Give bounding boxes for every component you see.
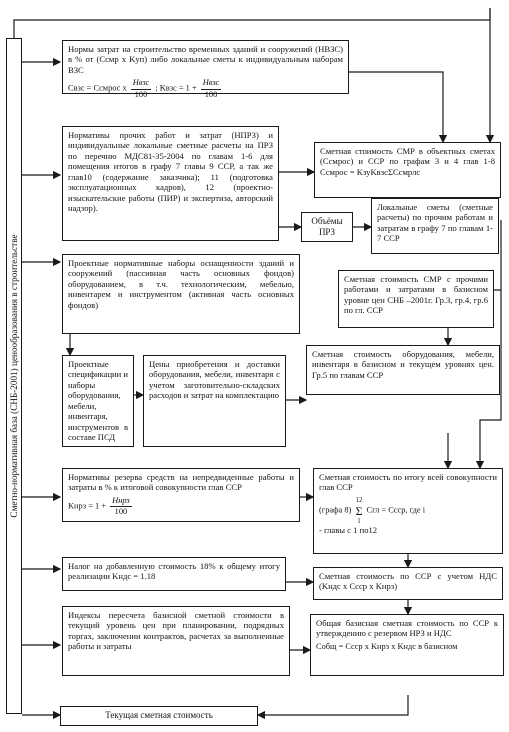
box-npzr: Нормативы прочих работ и затрат (НПРЗ) и индивидуальные локальные сметные расчеты на ПРЗ по перечню МДС81-35-2004 по главам 1-6 для помещения итогов в графу 7 главы 9 ССР, а так же глав10 (содержание заказчика); 11 (подготовка эксплуатационных кадров), 12 (проектно-изыскательские работы (ПИР) и экспертиза, авторский надзор).	[62, 126, 279, 241]
box-volumes-prz: Объёмы ПРЗ	[301, 212, 353, 242]
nvzs-text: Нормы затрат на строительство временных зданий и сооружений (НВЗС) в % от (Cсмр x Kуп) либо локальные сметы к индивидуальным наборам ВЗС	[68, 44, 343, 75]
nvzs-formula: Cвзс = Cсмрос x $\frac{\text{Hвзс}}{100}$ ; Kвзс = 1 + $\frac{\text{Hвзс}}{100}$	[68, 78, 220, 99]
sidebar-normative-base	[6, 38, 22, 714]
arrow-nvzs-smr	[349, 72, 443, 142]
box-nvzs	[62, 40, 349, 99]
box-ssr-vat: Сметная стоимость по ССР с учетом НДС (Kндс x Cсср x Kнрз)	[313, 567, 503, 600]
box-ssr-total: Сметная стоимость по итогу всей совокупности глав ССР (графа 8) 12 Σ 1 Cгл = Cсср, где i - главы с 1 по12	[313, 468, 503, 554]
box-equipment-cost: Сметная стоимость оборудования, мебели, инвентаря в базисном и текущем уровнях цен. Гр.5 по главам ССР	[306, 345, 500, 395]
box-current-cost: Текущая сметная стоимость	[60, 706, 258, 726]
box-smr-object: Сметная стоимость СМР в объектных сметах (Cсмрос) и ССР по графам 3 и 4 глав 1-8 Cсмрос = KзуKвзсΣCсмрлс	[314, 142, 501, 198]
box-general-base: Общая базисная сметная стоимость по ССР к утверждению с резервом НРЗ и НДС Cобщ = Cсср x Kнрз x Kндс в базисном	[310, 614, 504, 676]
arrow-general-current	[258, 695, 408, 715]
arrow-top-line	[14, 8, 490, 38]
box-acquisition-prices: Цены приобретения и доставки оборудования, мебели, инвентаря с учетом заготовительно-складских расходов и затрат на комплектацию	[143, 355, 286, 447]
sidebar-title: Сметно-нормативная база (СНБ-2001) ценообразования в строительстве	[9, 234, 19, 518]
box-design-specs: Проектные спецификации и наборы оборудования, мебели, инвентаря, инструментов в составе ПСД	[62, 355, 134, 447]
box-reserve: Нормативы резерва средств на непредвиденные работы и затраты в % к итоговой совокупности глав ССР Kнрз = 1 + $\frac{\text{Hнрз}}{100}$	[62, 468, 300, 522]
box-vat: Налог на добавленную стоимость 18% к общему итогу реализации Kндс = 1.18	[62, 557, 286, 591]
box-smr-base-prices: Сметная стоимость СМР с прочими работами и затратами в базисном уровне цен СНБ –2001г. Гр.3, гр.4, гр.6 по гл. ССР	[338, 270, 494, 328]
box-design-sets: Проектные нормативные наборы оснащенности зданий и сооружений (пассивная часть основных фондов) оборудованием, в т.ч. технологическим, мебелью, инвентарем и инструментом (активная часть основных фондов)	[62, 254, 300, 334]
box-local-calc: Локальные сметы (сметные расчеты) по прочим работам и затратам в графу 7 по главам 1-7 ССР	[371, 198, 499, 254]
box-indices: Индексы пересчета базисной сметной стоимости в текущий уровень цен при планировании, подрядных торгах, заключении контрактов, расчетах за выполненные работы и затраты	[62, 606, 290, 676]
